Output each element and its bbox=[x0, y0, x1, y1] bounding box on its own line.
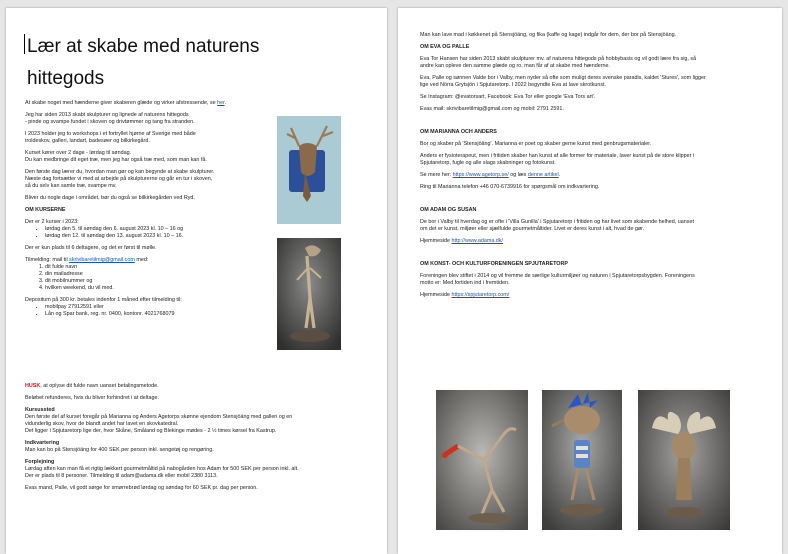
text-cursor bbox=[24, 34, 25, 54]
konst-homepage bbox=[420, 292, 770, 299]
photo-moose-sculpture bbox=[638, 390, 730, 530]
heading-indkvartering: Indkvartering bbox=[25, 440, 60, 446]
more-pre: Se mere her: bbox=[420, 172, 453, 178]
list-item: • lørdag den 12. til søndag den 13. august 2023 kl. 10 – 16. bbox=[45, 233, 281, 240]
photo-dancing-figure bbox=[436, 390, 528, 530]
more-post: . bbox=[558, 172, 561, 178]
page2-column bbox=[420, 32, 770, 299]
artikel-link[interactable]: denne artikel bbox=[527, 172, 559, 178]
depositum-text: Depositum på 300 kr. betales indenfor 1 måned efter tilmelding til: bbox=[25, 297, 182, 303]
list-item: • mobilpay 27912591 eller bbox=[45, 304, 281, 311]
eva-line3: Eva, Palle og sønnen Valde bor i Valby, men nyder så ofte som muligt deres svenske paradis, kaldet 'Stures', som ligger bbox=[420, 75, 706, 81]
photo-mohawk-figure bbox=[542, 390, 622, 530]
konst-line1: Foreningen blev stiftet i 2014 og vil fremme de særlige kulturmiljøer og naturen i Spjutaretorpsbygden. Foreningens bbox=[420, 273, 695, 279]
anders-line2: Spjutaretorp, fugle og alle slags skabninger og fotokunst. bbox=[420, 160, 556, 166]
wood-figure-image bbox=[277, 238, 341, 350]
more-mid: og læs bbox=[508, 172, 528, 178]
anders-line1: Anders er fysioterapeut, men i fritiden skaber han kunst af alle former for materiale, laver kunst på de store klipper i bbox=[420, 153, 695, 159]
heading-kursussted: Kursussted bbox=[25, 407, 55, 413]
para4-line2: Næste dag fortsætter vi med at arbejde på skulpturerne og går en tur i skoven, bbox=[25, 176, 213, 182]
spjutaretorp-link[interactable]: https://spjutaretorp.com/ bbox=[451, 292, 510, 298]
heading-om-konst-forening: OM KONST- OCH KULTURFORENINGEN SPJUTARETORP bbox=[420, 261, 568, 267]
adam-line2: om det er kunst, miljøer eller sjælfulde gourmetmåltider. Livet er deres kunst i alt, hvad de gør. bbox=[420, 226, 645, 232]
eva-line2: andre kan opleve den samme glæde og ro, man får af at skabe med hænderne. bbox=[420, 63, 610, 69]
kursussted-line1: Den første del af kurset foregår på Marianna og Anders Agetorps skønne ejendom Stensjöäng med galleri og en bbox=[25, 414, 293, 420]
heading-om-kurserne: OM KURSERNE bbox=[25, 207, 66, 213]
para2-line2: troldeskov, galleri, landart, badesøer og bilkirkegård. bbox=[25, 138, 150, 144]
adam-home-pre: Hjemmeside bbox=[420, 238, 452, 244]
kitchen-text: Man kan lave mad i køkkenet på Stensjöäng, og fika (kaffe og kage) indgår for dem, der bor på Stensjöäng. bbox=[420, 32, 677, 38]
list-item: 2. din mailadresse bbox=[45, 271, 281, 278]
dancing-figure-image bbox=[436, 390, 528, 530]
tilmelding-pre: Tilmelding: mail til bbox=[25, 257, 70, 263]
eva-line4: lige ved Nörra Grytsjön i Spjutaretorp. I 2022 begyndte Eva at lave skrotkunst. bbox=[420, 82, 607, 88]
husk-label: HUSK bbox=[25, 383, 41, 389]
konst-home-pre: Hjemmeside bbox=[420, 292, 452, 298]
photo-wood-figure bbox=[277, 238, 341, 350]
marianna-phone: Ring til Marianna telefon +46 070-6739916 for spørgsmål om indkvartering. bbox=[420, 184, 600, 190]
document-page-1 bbox=[6, 8, 387, 554]
para2-line1: I 2023 holder jeg to workshops i et fortryllet hjørne af Sverige med både bbox=[25, 131, 196, 137]
deer-sculpture-image bbox=[277, 116, 341, 224]
kurser-intro: Der er 2 kurser i 2023: bbox=[25, 219, 79, 225]
intro-text-end: . bbox=[224, 100, 227, 106]
document-title-line-2: hittegods bbox=[27, 68, 105, 89]
tilmelding-list bbox=[25, 264, 281, 292]
intro-paragraph bbox=[25, 100, 281, 107]
heading-om-eva-og-palle: OM EVA OG PALLE bbox=[420, 44, 470, 50]
eva-contact: Evas mail: skrivibaretilmig@gmail.com og mobil: 2791 2591. bbox=[420, 106, 564, 112]
refund-text: Beløbet refunderes, hvis du bliver forhindret i at deltage. bbox=[25, 395, 159, 401]
para3-line2: Du kan medbringe dit eget træ, men jeg har også træ med, som man kan få. bbox=[25, 157, 207, 163]
konst-line2: motto er: Med fortiden ind i fremtiden. bbox=[420, 280, 510, 286]
adama-link[interactable]: http://www.adama.dk/ bbox=[451, 238, 504, 244]
depositum-list bbox=[25, 304, 281, 318]
document-title-line-1: Lær at skabe med naturens bbox=[27, 36, 260, 57]
indkvartering-text: Man kan bo på Stensjöäng for 400 SEK per person inkl. sengetøj og rengøring. bbox=[25, 447, 214, 453]
para3-line1: Kurset kører over 2 dage - lørdag til søndag. bbox=[25, 150, 132, 156]
para1-line2: - pinde og svampe fundet i skoven og drivtømmer og tang fra stranden. bbox=[25, 119, 195, 125]
agetorp-link[interactable]: https://www.agetorp.se/ bbox=[452, 172, 509, 178]
moose-sculpture-image bbox=[638, 390, 730, 530]
document-page-2 bbox=[398, 8, 782, 554]
photo-deer-sculpture bbox=[277, 116, 341, 224]
para1-line1: Jeg har siden 2013 skabt skulpturer og lignede af naturens hittegods bbox=[25, 112, 189, 118]
marianna-line1: Bor og skaber på 'Stensjöäng'. Marianna er poet og skaber gerne kunst med genbrugsmaterialer. bbox=[420, 141, 652, 147]
list-item: • Lån og Spar bank, reg. nr. 0400, kontonr. 4021768079 bbox=[45, 311, 281, 318]
mohawk-figure-image bbox=[542, 390, 622, 530]
heading-om-adam-og-susan: OM ADAM OG SUSAN bbox=[420, 207, 477, 213]
plads-text: Der er kun plads til 6 deltagere, og det er først til mølle. bbox=[25, 245, 157, 251]
adam-homepage bbox=[420, 238, 770, 245]
kursussted-line3: Det ligger i Spjutaretorp lige der, hvor Skåne, Småland og Blekinge mødes - 2 ½ times kørsel fra Kastrup. bbox=[25, 428, 277, 434]
bottom-column bbox=[25, 383, 375, 492]
adam-line1: De bor i Valby til hverdag og er ofte i 'Villa Gunilla' i Spjutaretorp i fritiden og har livet som skabende helhed, uanset bbox=[420, 219, 694, 225]
intro-column bbox=[25, 100, 281, 318]
kurser-list bbox=[25, 226, 281, 240]
tilmelding-post: med: bbox=[134, 257, 149, 263]
evas-text: Evas mand, Palle, vil godt sørge for smørrebrød lørdag og søndag for 60 SEK pr. dag per person. bbox=[25, 485, 258, 491]
intro-link-her[interactable]: her bbox=[217, 100, 225, 106]
marianna-more bbox=[420, 172, 770, 179]
eva-instagram: Se Instagram: @evatorsart, Facebook: Eva Tor eller google 'Eva Tors art'. bbox=[420, 94, 596, 100]
tilmelding-text bbox=[25, 257, 281, 264]
list-item: 3. dit mobilnummer og bbox=[45, 278, 281, 285]
forplejning-line1: Lørdag aften kan man få et rigtig lækkert gourmetmåltid på nabogården hos Adam for 500 SEK per person inkl. alt. bbox=[25, 466, 299, 472]
kursussted-line2: vidunderlig skov, hvor de blandt andet har lavet en skovkatedral. bbox=[25, 421, 179, 427]
para4-line3: så du selv kan samle træ, svampe mv. bbox=[25, 183, 117, 189]
list-item: 4. hvilken weekend, du vil med. bbox=[45, 285, 281, 292]
eva-line1: Eva Tor Hansen har siden 2013 skabt skulpturer mv. af naturens hittegods på hobbybasis og vil godt lære fra sig, så bbox=[420, 56, 697, 62]
heading-forplejning: Forplejning bbox=[25, 459, 55, 465]
para4-line1: Den første dag lærer du, hvordan man gør og kan begynde at skabe skulpturer. bbox=[25, 169, 215, 175]
tilmelding-email-link[interactable]: skrivibaretilmig@gmail.com bbox=[69, 257, 135, 263]
list-item: 1. dit fulde navn bbox=[45, 264, 281, 271]
husk-rest: , at oplyse dit fulde navn uanset betalingsmetode. bbox=[40, 383, 159, 389]
heading-om-marianna-och-anders: OM MARIANNA OCH ANDERS bbox=[420, 129, 497, 135]
para5: Bliver du nogle dage i området, bør du også se bilkirkegården ved Ryd. bbox=[25, 195, 195, 201]
forplejning-line2: Der er plads til 8 personer. Tilmelding til adam@adama.dk eller mobil 2380 3113. bbox=[25, 473, 218, 479]
intro-text: At skabe noget med hænderne giver skaberen glæde og virker afstressende, se bbox=[25, 100, 218, 106]
husk-text bbox=[25, 383, 375, 390]
list-item: • lørdag den 5. til søndag den 6. august 2023 kl. 10 – 16 og bbox=[45, 226, 281, 233]
